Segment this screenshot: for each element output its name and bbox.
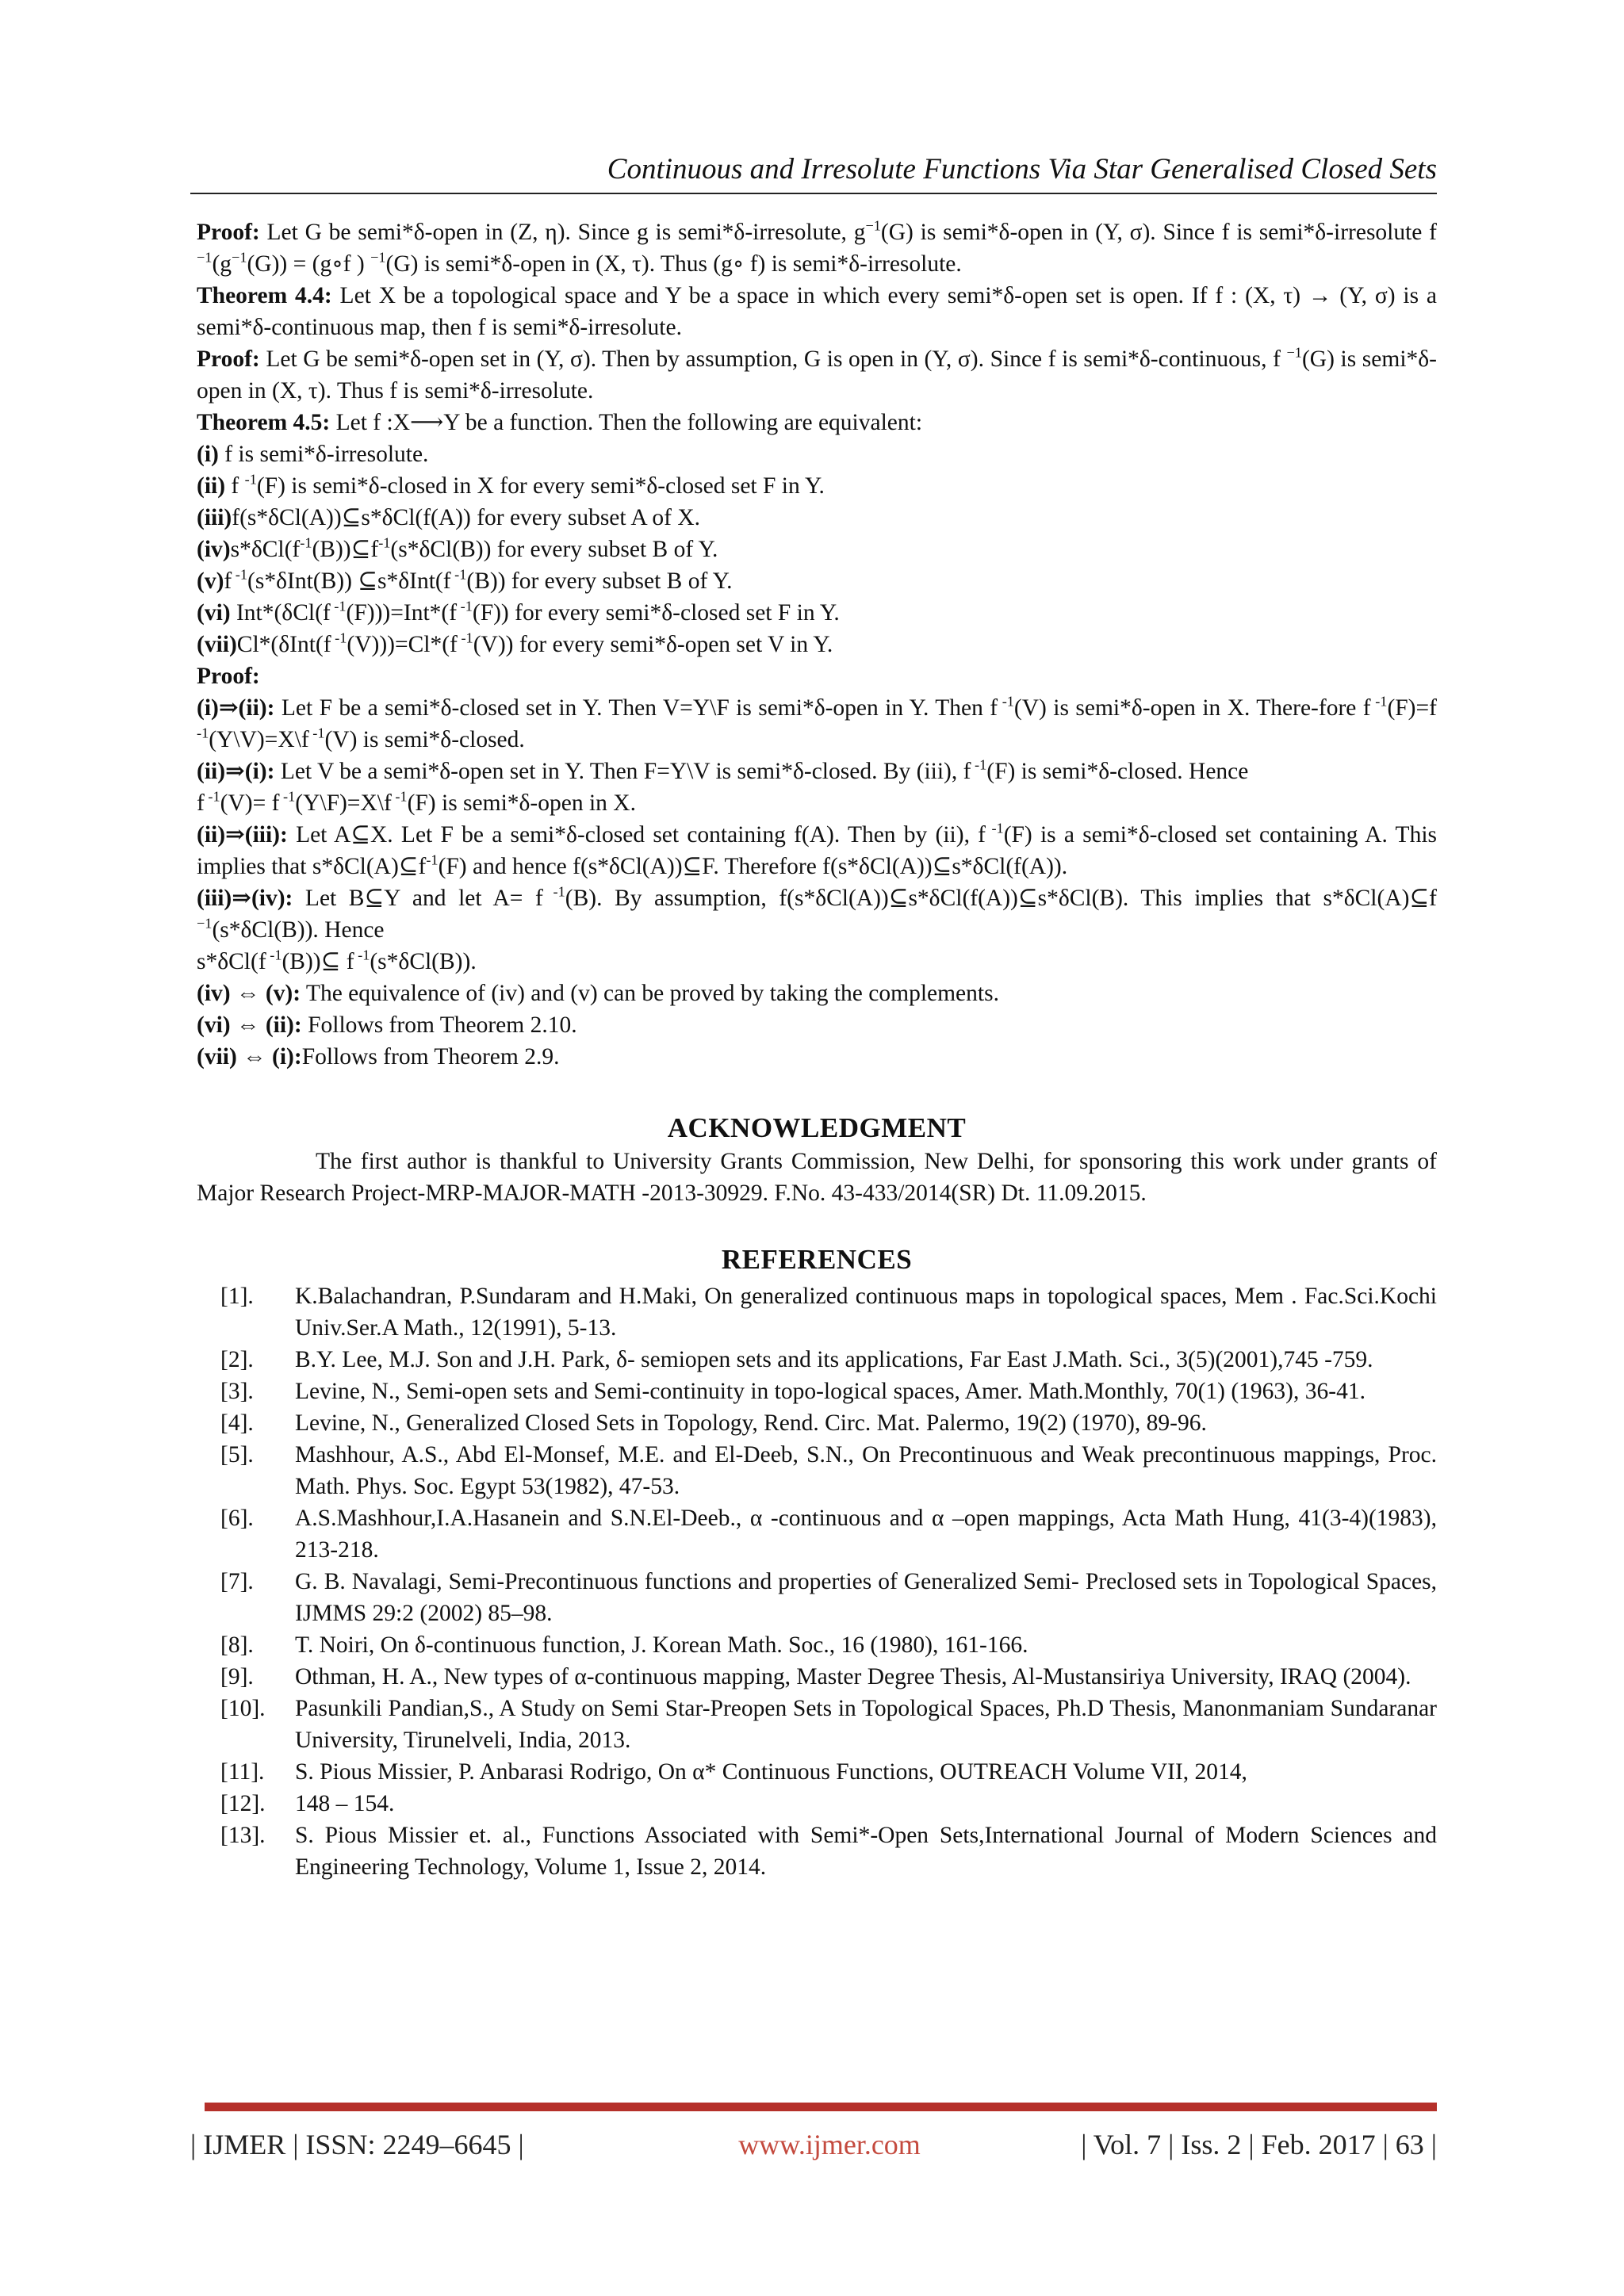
footer-website-link[interactable]: www.ijmer.com [738,2129,921,2160]
reference-item: [12]. 148 – 154. [220,1791,395,1816]
condition-iv: $(iv)s*\delta Cl(f^{-1}(B))⊆f^{-1}(s*\delta Cl(B))$ for every subset B of Y. [197,534,718,562]
proof-label: Proof: [197,346,260,372]
proof-step-ii-i: (ii)⇒(i): Let V be a semi*δ-open set in Y. Then F=Y\V is semi*δ-closed. By (iii), f $^{-1}$(F) is semi*δ-closed. Hence [197,756,1249,784]
proof-paragraph: Proof: Let G be semi*δ-open set in (Y, σ). Then by assumption, G is open in (Y, σ). Since f is semi*δ-continuous, f $^{-1}$(G) is semi*δ-open in (X, τ). Thus f is semi*δ-irresolute. [197,344,1437,404]
theorem-4-5: Theorem 4.5: Let f :X⟶Y be a function. Then the following are equivalent: [197,410,923,435]
footer-journal-info: | IJMER | ISSN: 2249–6645 | [190,2129,524,2160]
reference-item: [5]. Mashhour, A.S., Abd El-Monsef, M.E. and El-Deeb, S.N., On Precontinuous and Weak precontinuous mappings, Proc. Math. Phys. Soc. Egypt 53(1982), 47-53. [220,1442,1437,1499]
proof-step-iv-v: (iv) ⇔ (v): The equivalence of (iv) and (v) can be proved by taking the complements. [197,981,999,1006]
proof-step-vi-ii: (vi) ⇔ (ii): Follows from Theorem 2.10. [197,1012,577,1038]
theorem-label: Theorem 4.5: [197,410,331,435]
header-rule [190,193,1437,194]
reference-item: [4]. Levine, N., Generalized Closed Sets in Topology, Rend. Circ. Mat. Palermo, 19(2) (1970), 89-96. [220,1410,1207,1436]
proof-label: Proof: [197,220,260,245]
proof-step-iii-iv-cont: s*δCl(f $^{-1}$(B))⊆ f $^{-1}$(s*δCl(B)). [197,947,477,974]
acknowledgment-heading: ACKNOWLEDGMENT [667,1112,967,1143]
condition-ii: (ii) f $^{-1}$(F) is semi*δ-closed in X for every semi*δ-closed set F in Y. [197,471,825,499]
condition-i: (i) f is semi*δ-irresolute. [197,442,429,467]
proof-heading: Proof: [197,664,260,689]
reference-item: [3]. Levine, N., Semi-open sets and Semi-continuity in topo-logical spaces, Amer. Math.Monthly, 70(1) (1963), 36-41. [220,1379,1365,1404]
theorem-4-4: Theorem 4.4: Let X be a topological space and Y be a space in which every semi*δ-open set is open. If f : (X, τ) → (Y, σ) is a semi*δ-continuous map, then f is semi*δ-irresolute. [197,283,1437,340]
running-header-title: Continuous and Irresolute Functions Via Star Generalised Closed Sets [607,153,1437,186]
reference-item: [1]. K.Balachandran, P.Sundaram and H.Maki, On generalized continuous maps in topological spaces, Mem . Fac.Sci.Kochi Univ.Ser.A Math., 12(1991), 5-13. [220,1284,1437,1341]
footer-issue-page: | Vol. 7 | Iss. 2 | Feb. 2017 | 63 | [1081,2129,1437,2160]
condition-v: (v)f $^{-1}$(s*δInt(B)) ⊆s*δInt(f $^{-1}$(B)) for every subset B of Y. [197,566,733,594]
reference-item: [13]. S. Pious Missier et. al., Functions Associated with Semi*-Open Sets,International Journal of Modern Sciences and Engineering Technology, Volume 1, Issue 2, 2014. [220,1823,1437,1880]
proof-step-i-ii: (i)⇒(ii): Let F be a semi*δ-closed set in Y. Then V=Y\F is semi*δ-open in Y. Then f $^{-1}$(V) is semi*δ-open in X. There-fore f $^{-1}$(F)=f $^{-1}$(Y\V)=X\f $^{-1}$(V) is semi*δ-closed. [197,693,1437,752]
acknowledgment-text: The first author is thankful to University Grants Commission, New Delhi, for sponsoring this work under grants of Major Research Project-MRP-MAJOR-MATH -2013-30929. F.No. 43-433/2014(SR) Dt. 11.09.2015. [197,1149,1437,1206]
reference-item: [10]. Pasunkili Pandian,S., A Study on Semi Star-Preopen Sets in Topological Spaces, Ph.D Thesis, Manonmaniam Sundaranar University, Tirunelveli, India, 2013. [220,1696,1437,1753]
page-footer [190,2125,1437,2164]
condition-vii: (vii)Cl*(δInt(f $^{-1}$(V)))=Cl*(f $^{-1}$(V)) for every semi*δ-open set V in Y. [197,629,833,657]
reference-item: [6]. A.S.Mashhour,I.A.Hasanein and S.N.El-Deeb., α -continuous and α –open mappings, Acta Math Hung, 41(3-4)(1983), 213-218. [220,1506,1437,1563]
page-body [197,216,1437,1883]
proof-paragraph: Proof: Let G be semi*δ-open in (Z, η). Since g is semi*δ-irresolute, $g^{-1}(G)$ is semi*δ-open in (Y, σ). Since f is semi*δ-irresolute f $^{-1}(g^{-1}(G))$ = (g∘f ) $^{-1}$(G) is semi*δ-open in (X, τ). Thus (g∘ f) is semi*δ-irresolute. [197,217,1437,277]
condition-vi: (vi) Int*(δCl(f $^{-1}$(F)))=Int*(f $^{-1}$(F)) for every semi*δ-closed set F in Y. [197,598,840,626]
references-list [197,1280,1437,1883]
reference-item: [8]. T. Noiri, On δ-continuous function, J. Korean Math. Soc., 16 (1980), 161-166. [220,1632,1028,1658]
condition-iii: (iii)f(s*δCl(A))⊆s*δCl(f(A)) for every subset A of X. [197,505,701,530]
theorem-label: Theorem 4.4: [197,283,332,308]
reference-item: [2]. B.Y. Lee, M.J. Son and J.H. Park, δ- semiopen sets and its applications, Far East J.Math. Sci., 3(5)(2001),745 -759. [220,1347,1373,1372]
reference-item: [9]. Othman, H. A., New types of α-continuous mapping, Master Degree Thesis, Al-Mustansiriya University, IRAQ (2004). [220,1664,1411,1689]
proof-step-vii-i: (vii) ⇔ (i):Follows from Theorem 2.9. [197,1044,560,1070]
references-heading: REFERENCES [721,1244,913,1275]
footer-accent-bar [205,2103,1437,2111]
proof-step-iii-iv: (iii)⇒(iv): Let B⊆Y and let A= f $^{-1}$(B). By assumption, f(s*δCl(A))⊆s*δCl(f(A))⊆s*δCl(B). This implies that s*δCl(A)⊆f $^{-1}$(s*δCl(B)). Hence [197,883,1437,943]
proof-step-ii-i-cont: f $^{-1}$(V)= f $^{-1}$(Y\F)=X\f $^{-1}$(F) is semi*δ-open in X. [197,788,636,816]
reference-item: [7]. G. B. Navalagi, Semi-Precontinuous functions and properties of Generalized Semi- Preclosed sets in Topological Spaces, IJMMS 29:2 (2002) 85–98. [220,1569,1437,1626]
reference-item: [11]. S. Pious Missier, P. Anbarasi Rodrigo, On α* Continuous Functions, OUTREACH Volume VII, 2014, [220,1759,1247,1785]
proof-step-ii-iii: (ii)⇒(iii): Let A⊆X. Let F be a semi*δ-closed set containing f(A). Then by (ii), f $^{-1}$(F) is a semi*δ-closed set containing A. This implies that $s*\delta Cl(A)⊆f^{-1}(F)$ and hence f(s*δCl(A))⊆F. Therefore f(s*δCl(A))⊆s*δCl(f(A)). [197,820,1437,879]
